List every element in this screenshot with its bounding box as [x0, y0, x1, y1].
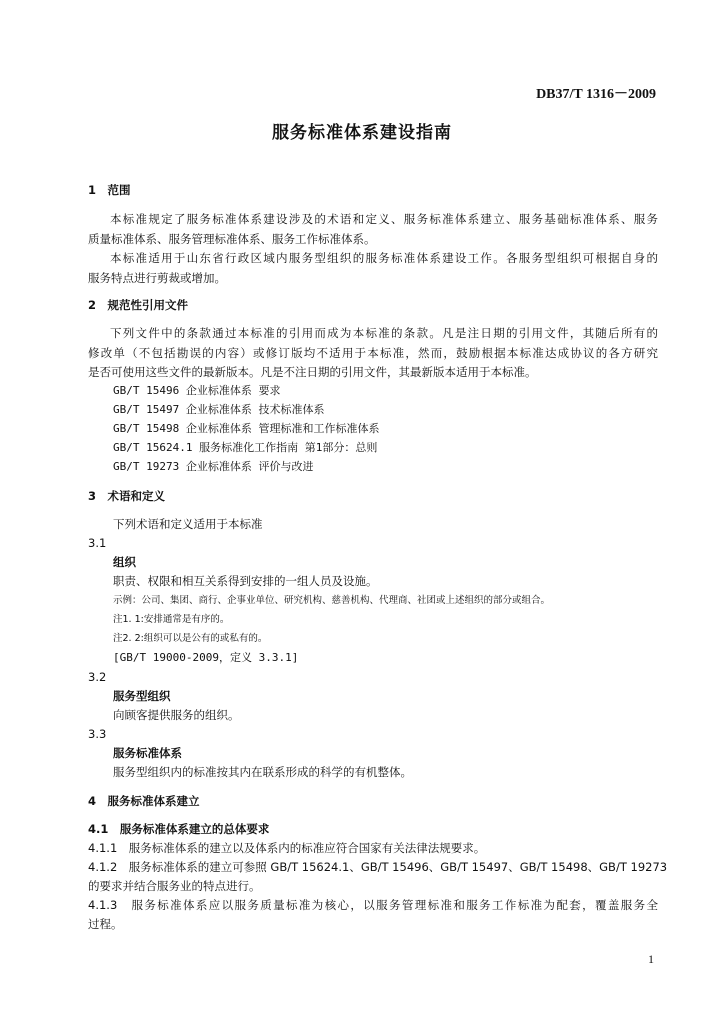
section-2-heading: 2 规范性引用文件	[88, 298, 189, 312]
clause-4-1-3-line-1: 4.1.3 服务标准体系应以服务质量标准为核心，以服务管理标准和服务工作标准为配套，覆盖服务全	[88, 898, 658, 912]
term-definition: 服务型组织内的标准按其内在联系形成的科学的有机整体。	[113, 765, 412, 779]
section-2-paragraph-line-2: 修改单（不包括勘误的内容）或修订版均不适用于本标准，然而，鼓励根据本标准达成协议的各方研究	[88, 346, 658, 360]
subsection-4-1-heading: 4.1 服务标准体系建立的总体要求	[88, 822, 270, 836]
document-number: DB37/T 1316－2009	[536, 87, 656, 102]
reference-item: GB/T 15497 企业标准体系 技术标准体系	[113, 403, 325, 416]
section-2-paragraph-line-3: 是否可使用这些文件的最新版本。凡是不注日期的引用文件，其最新版本适用于本标准。	[88, 365, 537, 379]
clause-4-1-1: 4.1.1 服务标准体系的建立以及体系内的标准应符合国家有关法律法规要求。	[88, 841, 486, 855]
reference-item: GB/T 15498 企业标准体系 管理标准和工作标准体系	[113, 422, 380, 435]
section-1-heading: 1 范围	[88, 183, 131, 197]
term-definition: 向顾客提供服务的组织。	[113, 708, 240, 722]
term-definition: 职责、权限和相互关系得到安排的一组人员及设施。	[113, 574, 378, 588]
term-note: 注1. 1:安排通常是有序的。	[113, 614, 230, 625]
section-3-intro: 下列术语和定义适用于本标准	[113, 517, 263, 531]
term-number: 3.2	[88, 670, 107, 684]
section-1-paragraph-2-line-2: 服务特点进行剪裁或增加。	[88, 271, 226, 285]
term-name: 服务标准体系	[113, 746, 182, 760]
section-1-paragraph-2-line-1: 本标准适用于山东省行政区域内服务型组织的服务标准体系建设工作。各服务型组织可根据自身的	[110, 251, 658, 265]
section-3-heading: 3 术语和定义	[88, 489, 166, 503]
clause-4-1-3-line-2: 过程。	[88, 917, 123, 931]
term-note: 注2. 2:组织可以是公有的或私有的。	[113, 633, 268, 644]
clause-4-1-2-line-2: 的要求并结合服务业的特点进行。	[88, 879, 261, 893]
page-number: 1	[648, 952, 654, 966]
reference-item: GB/T 19273 企业标准体系 评价与改进	[113, 460, 314, 473]
page-title: 服务标准体系建设指南	[272, 123, 452, 143]
reference-item: GB/T 15496 企业标准体系 要求	[113, 384, 281, 397]
section-1-paragraph-1-line-1: 本标准规定了服务标准体系建设涉及的术语和定义、服务标准体系建立、服务基础标准体系、服务	[110, 212, 658, 226]
term-number: 3.3	[88, 727, 107, 741]
term-example: 示例：公司、集团、商行、企事业单位、研究机构、慈善机构、代理商、社团或上述组织的部分或组合。	[113, 595, 551, 606]
reference-item: GB/T 15624.1 服务标准化工作指南 第1部分：总则	[113, 441, 378, 454]
section-2-paragraph-line-1: 下列文件中的条款通过本标准的引用而成为本标准的条款。凡是注日期的引用文件，其随后所有的	[110, 326, 658, 340]
term-name: 组织	[113, 555, 136, 569]
term-name: 服务型组织	[113, 689, 171, 703]
section-1-paragraph-1-line-2: 质量标准体系、服务管理标准体系、服务工作标准体系。	[88, 232, 376, 246]
section-4-heading: 4 服务标准体系建立	[88, 794, 200, 808]
term-number: 3.1	[88, 536, 107, 550]
term-source: [GB/T 19000-2009，定义 3.3.1]	[113, 651, 299, 664]
clause-4-1-2-line-1: 4.1.2 服务标准体系的建立可参照 GB/T 15624.1、GB/T 15496、GB/T 15497、GB/T 15498、GB/T 19273	[88, 860, 668, 874]
